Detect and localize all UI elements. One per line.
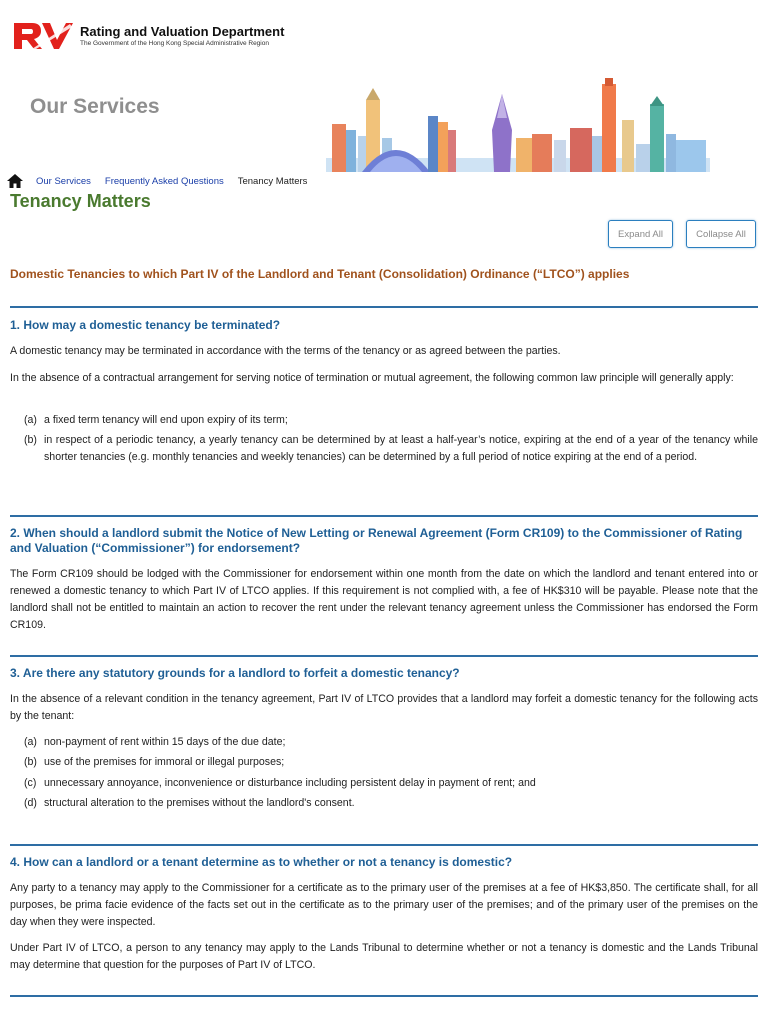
skyline-illustration (326, 78, 710, 172)
faq-answer-paragraph: Under Part IV of LTCO, a person to any tenancy may apply to the Lands Tribunal to determine whether or not a tenancy is domestic and the Lands Tribunal may determine that question for the purposes of Part IV of LTCO. (10, 942, 758, 971)
banner-title: Our Services (30, 95, 160, 118)
faq-answer-paragraph: A domestic tenancy may be terminated in accordance with the terms of the tenancy or as agreed between the parties. (10, 345, 561, 357)
collapse-all-button[interactable]: Collapse All (686, 220, 756, 248)
list-text: structural alteration to the premises without the landlord's consent. (44, 797, 355, 809)
department-subtitle: The Government of the Hong Kong Special Administrative Region (80, 40, 269, 47)
list-text: non-payment of rent within 15 days of the due date; (44, 736, 286, 748)
list-marker: (b) (24, 756, 37, 768)
expand-all-button[interactable]: Expand All (608, 220, 673, 248)
divider (10, 844, 758, 846)
page-title: Tenancy Matters (10, 191, 151, 211)
breadcrumb-current: Tenancy Matters (237, 175, 308, 187)
divider (10, 655, 758, 657)
faq-question-4[interactable]: 4. How can a landlord or a tenant determine as to whether or not a tenancy is domestic? (10, 855, 513, 869)
faq-question-3[interactable]: 3. Are there any statutory grounds for a landlord to forfeit a domestic tenancy? (10, 666, 460, 680)
list-text: unnecessary annoyance, inconvenience or disturbance including persistent delay in payment of rent; and (44, 777, 536, 789)
faq-question-2[interactable]: 2. When should a landlord submit the Notice of New Letting or Renewal Agreement (Form CR109) to the Commissioner of Rating and Valuation (“Commissioner”) for endorsement? (10, 526, 743, 555)
breadcrumb-our-services[interactable]: Our Services (36, 175, 91, 187)
list-item (10, 775, 758, 792)
divider (10, 306, 758, 308)
breadcrumb (6, 172, 307, 190)
list-item (10, 754, 758, 771)
list-item (10, 734, 758, 751)
list-text: a fixed term tenancy will end upon expiry of its term; (44, 414, 288, 426)
faq-question-1[interactable]: 1. How may a domestic tenancy be terminated? (10, 318, 281, 332)
list-item (10, 432, 758, 466)
section-heading: Domestic Tenancies to which Part IV of the Landlord and Tenant (Consolidation) Ordinance (“LTCO”) applies (10, 267, 630, 281)
faq-answer-paragraph: In the absence of a relevant condition in the tenancy agreement, Part IV of LTCO provides that a landlord may forfeit a domestic tenancy for the following acts by the tenant: (10, 693, 758, 722)
list-item (10, 412, 758, 429)
list-text: use of the premises for immoral or illegal purposes; (44, 756, 285, 768)
divider (10, 515, 758, 517)
home-icon[interactable] (6, 173, 24, 189)
list-marker: (b) (24, 434, 37, 446)
breadcrumb-faq[interactable]: Frequently Asked Questions (104, 175, 224, 187)
list-marker: (d) (24, 797, 37, 809)
faq-answer-paragraph: Any party to a tenancy may apply to the Commissioner for a certificate as to the primary user of the premises at a fee of HK$3,850. The certificate shall, for all purposes, be prima facie evidence of the facts set out in the certificate as to the primary user of the premises; and of the primary user of the premises on the day when they were inspected. (10, 882, 758, 928)
faq-answer-paragraph: The Form CR109 should be lodged with the Commissioner for endorsement within one month from the date on which the landlord and tenant entered into or renewed a domestic tenancy to which Part IV of LTCO applies. If this requirement is not complied with, a fee of HK$310 will be payable. Please note that the landlord shall not be entitled to maintain an action to recover the rent under the relevant tenancy agreement unless the Commissioner has endorsed the Form CR109. (10, 568, 758, 631)
list-text: in respect of a periodic tenancy, a yearly tenancy can be determined by at least a half-year’s notice, expiring at the end of a year of the tenancy while shorter tenancies (e.g. monthly tenancies and weekly tenancies) can be determined by a full period of notice expiring at the end of a period. (44, 434, 758, 463)
list-marker: (a) (24, 736, 37, 748)
rvd-logo[interactable] (12, 21, 74, 51)
list-item (10, 795, 758, 812)
list-marker: (a) (24, 414, 37, 426)
department-name: Rating and Valuation Department (80, 24, 285, 39)
faq-answer-paragraph: In the absence of a contractual arrangement for serving notice of termination or mutual agreement, the following common law principle will generally apply: (10, 372, 734, 384)
list-marker: (c) (24, 777, 37, 789)
divider (10, 995, 758, 997)
